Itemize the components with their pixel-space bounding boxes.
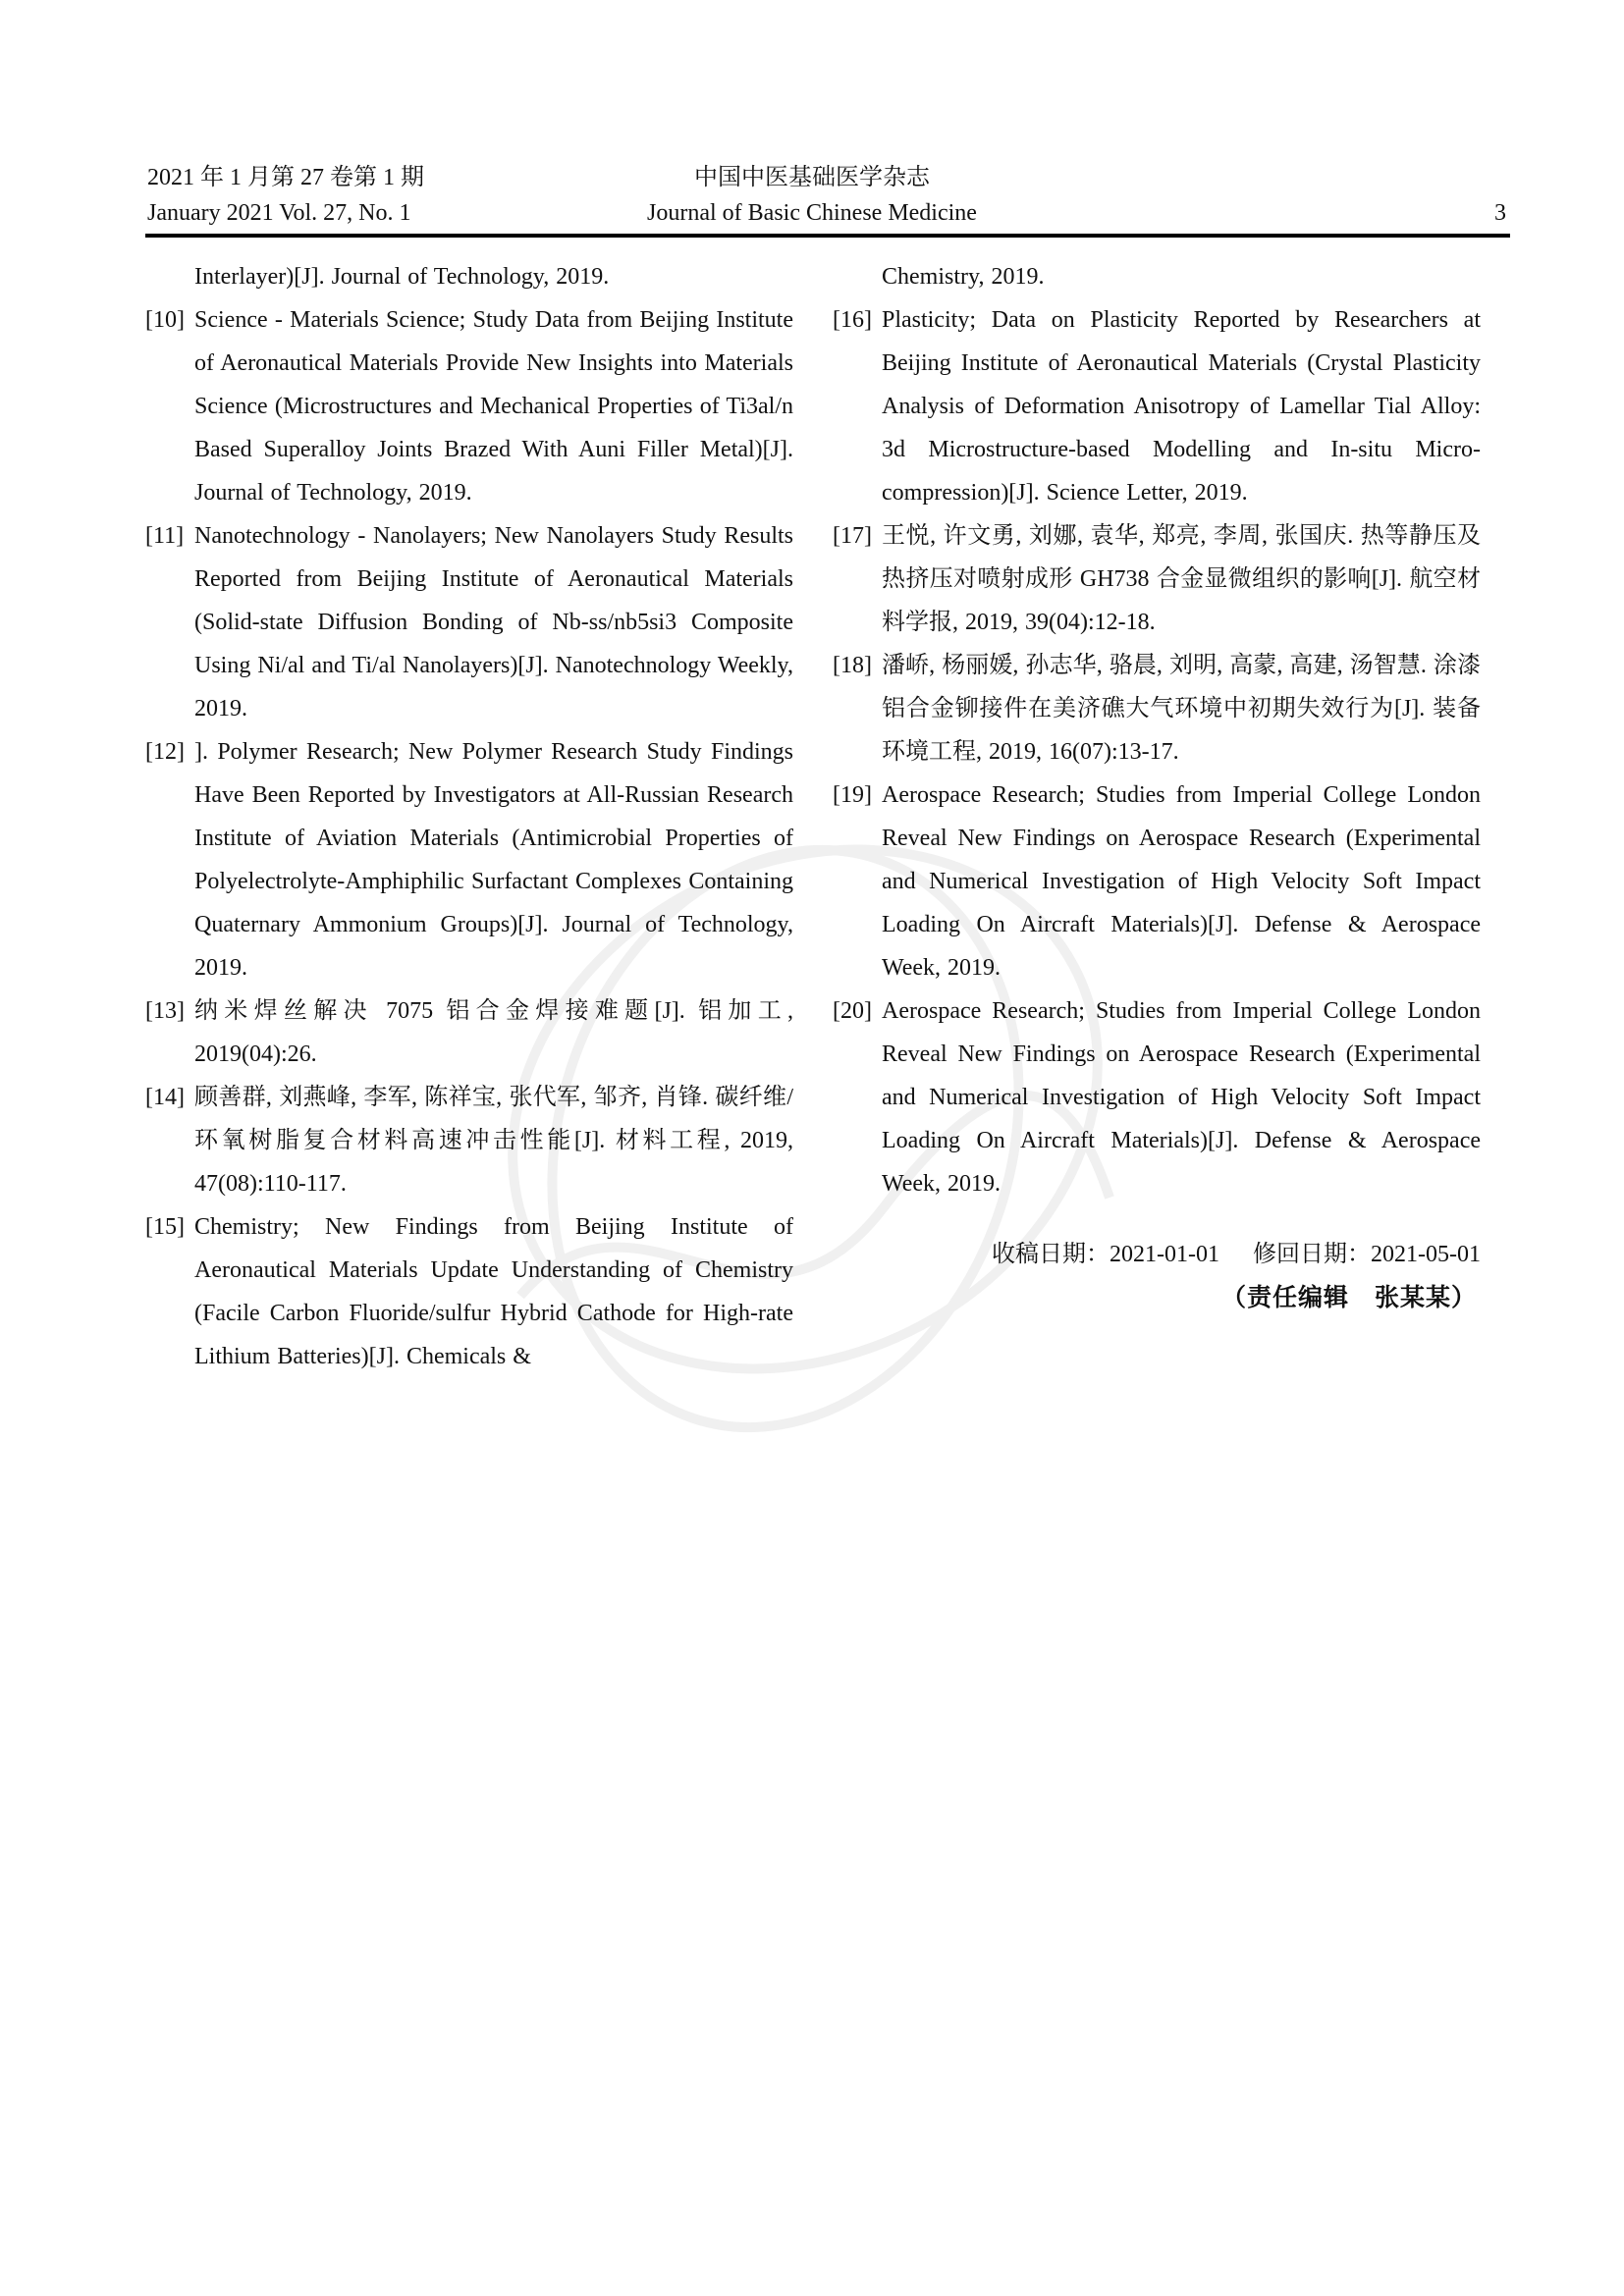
reference-item-15 xyxy=(145,1205,793,1378)
reference-item-12 xyxy=(145,730,793,989)
reference-text: Aerospace Research; Studies from Imperial College London Reveal New Findings on Aerospace Research (Experimental and Numerical Investigation of High Velocity Soft Impact Loading On Aircraft Materials)[J]. Defense & Aerospace Week, 2019. xyxy=(882,782,1481,981)
journal-title-cn: 中国中医基础医学杂志 xyxy=(694,165,930,190)
reference-text: Science - Materials Science; Study Data from Beijing Institute of Aeronautical Materials Provide New Insights into Materials Science (Microstructures and Mechanical Properties of Ti3al/n Based Superalloy Joints Brazed With Auni Filler Metal)[J]. Journal of Technology, 2019. xyxy=(194,307,793,506)
reference-number: [20] xyxy=(833,998,872,1024)
header-rule xyxy=(145,234,1510,238)
reference-text: ]. Polymer Research; New Polymer Research Study Findings Have Been Reported by Investigators at All-Russian Research Institute of Aviation Materials (Antimicrobial Properties of Polyelectrolyte-Amphiphilic Surfactant Complexes Containing Quaternary Ammonium Groups)[J]. Journal of Technology, 2019. xyxy=(194,739,793,981)
manuscript-dates xyxy=(833,1233,1481,1276)
reference-number: [12] xyxy=(145,739,185,765)
reference-item-14 xyxy=(145,1076,793,1205)
revised-date: 修回日期：2021-05-01 xyxy=(1253,1242,1481,1267)
page-header xyxy=(0,160,1624,231)
editor-note: （责任编辑 张某某） xyxy=(1220,1285,1477,1311)
reference-text: 潘峤, 杨丽媛, 孙志华, 骆晨, 刘明, 高蒙, 高建, 汤智慧. 涂漆铝合金铆接件在美济礁大气环境中初期失效行为[J]. 装备环境工程, 2019, 16(07):13-17. xyxy=(882,653,1481,765)
references-section xyxy=(145,255,1481,1378)
reference-item-18 xyxy=(833,644,1481,774)
reference-item-11 xyxy=(145,514,793,730)
reference-item-17 xyxy=(833,514,1481,644)
reference-text: Aerospace Research; Studies from Imperial College London Reveal New Findings on Aerospace Research (Experimental and Numerical Investigation of High Velocity Soft Impact Loading On Aircraft Materials)[J]. Defense & Aerospace Week, 2019. xyxy=(882,998,1481,1197)
reference-number: [11] xyxy=(145,523,185,549)
reference-text: Interlayer)[J]. Journal of Technology, 2019. xyxy=(194,264,610,290)
reference-text: Chemistry, 2019. xyxy=(882,264,1045,290)
reference-number xyxy=(145,255,194,298)
reference-text: 王悦, 许文勇, 刘娜, 袁华, 郑亮, 李周, 张国庆. 热等静压及热挤压对喷射成形 GH738 合金显微组织的影响[J]. 航空材料学报, 2019, 39(04):12-18. xyxy=(882,523,1481,635)
right-column xyxy=(833,255,1481,1378)
reference-item-16 xyxy=(833,298,1481,514)
reference-text: 纳米焊丝解决 7075 铝合金焊接难题[J]. 铝加工, 2019(04):26. xyxy=(194,998,793,1067)
reference-number: [15] xyxy=(145,1214,185,1240)
issue-info-cn: 2021 年 1 月第 27 卷第 1 期 xyxy=(147,165,424,190)
reference-item-19 xyxy=(833,774,1481,989)
reference-text: Plasticity; Data on Plasticity Reported by Researchers at Beijing Institute of Aeronautical Materials (Crystal Plasticity Analysis of Deformation Anisotropy of Lamellar Tial Alloy: 3d Microstructure-based Modelling and In-situ Micro-compression)[J]. Science Letter, 2019. xyxy=(882,307,1481,506)
reference-number: [13] xyxy=(145,998,185,1024)
reference-number: [16] xyxy=(833,307,872,333)
reference-item-20 xyxy=(833,989,1481,1205)
reference-number: [18] xyxy=(833,653,872,678)
reference-number: [17] xyxy=(833,523,872,549)
received-date: 收稿日期：2021-01-01 xyxy=(992,1242,1220,1267)
reference-text: Chemistry; New Findings from Beijing Institute of Aeronautical Materials Update Understanding of Chemistry (Facile Carbon Fluoride/sulfur Hybrid Cathode for High-rate Lithium Batteries)[J]. Chemicals & xyxy=(194,1214,793,1369)
journal-title-en: Journal of Basic Chinese Medicine xyxy=(647,200,977,226)
issue-info-en: January 2021 Vol. 27, No. 1 xyxy=(147,200,411,226)
left-column xyxy=(145,255,793,1378)
reference-continuation xyxy=(833,255,1481,298)
reference-text: 顾善群, 刘燕峰, 李军, 陈祥宝, 张代军, 邹齐, 肖锋. 碳纤维/环氧树脂复合材料高速冲击性能[J]. 材料工程, 2019, 47(08):110-117. xyxy=(194,1085,793,1197)
reference-number xyxy=(833,255,882,298)
reference-number: [10] xyxy=(145,307,185,333)
page-number: 3 xyxy=(1494,200,1506,226)
reference-continuation xyxy=(145,255,793,298)
reference-item-10 xyxy=(145,298,793,514)
header-issue-block xyxy=(147,160,424,231)
reference-item-13 xyxy=(145,989,793,1076)
reference-text: Nanotechnology - Nanolayers; New Nanolayers Study Results Reported from Beijing Institute of Aeronautical Materials (Solid-state Diffusion Bonding of Nb-ss/nb5si3 Composite Using Ni/al and Ti/al Nanolayers)[J]. Nanotechnology Weekly, 2019. xyxy=(194,523,793,721)
reference-number: [14] xyxy=(145,1085,185,1110)
reference-number: [19] xyxy=(833,782,872,808)
